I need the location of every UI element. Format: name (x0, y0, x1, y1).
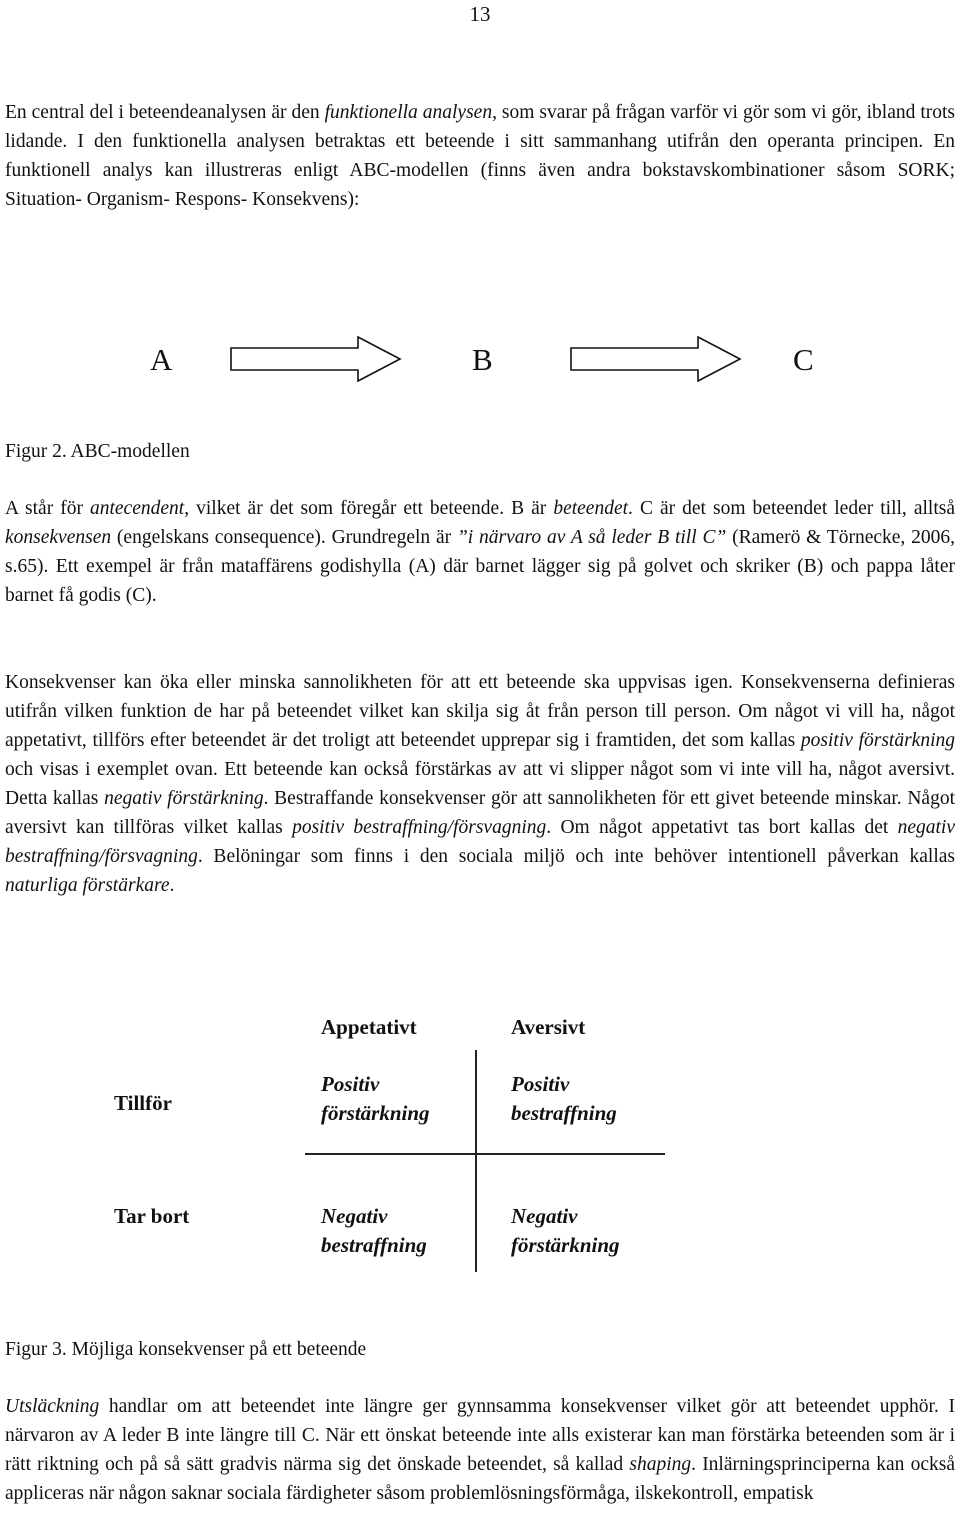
paragraph-functional-analysis (5, 98, 955, 214)
cell-line: Negativ (511, 1204, 578, 1228)
emphasis: Utsläckning (5, 1396, 100, 1417)
figure-3-caption: Figur 3. Möjliga konsekvenser på ett beteende (5, 1339, 367, 1360)
text: och visas i exemplet ovan. Ett beteende kan också förstärkas av att vi slipper något som vi inte vill ha, något aversivt. Detta kallas (5, 759, 955, 809)
text: handlar om att beteendet inte längre ger gynnsamma konsekvenser vilket gör att beteendet upphör. I närvaron av A leder B inte längre till C. När ett önskat beteende inte alls existerar kan man förstärka beteenden som är i rätt riktning och på så sätt gradvis närma sig det önskade beteendet, så kallad (5, 1396, 955, 1475)
text: . Belöningar som finns i den sociala miljö och inte behöver intentionell påverkan kallas (197, 846, 955, 867)
arrow-right-icon (230, 336, 402, 382)
arrow-right-icon (570, 336, 742, 382)
column-header-appetativt: Appetativt (321, 1015, 417, 1039)
cell-line: förstärkning (511, 1233, 620, 1257)
text: . Bestraffande konsekvenser gör att sannolikheten för ett givet beteende minskar. Något aversivt kan tillföras vilket kallas (5, 788, 955, 838)
emphasis: konsekvensen (5, 527, 112, 548)
cell-positiv-bestraffning (511, 1070, 617, 1128)
text: Konsekvenser kan öka eller minska sannolikheten för att ett beteende ska uppvisas igen. Konsekvenserna definieras utifrån vilken funktion de har på beteendet vilket kan skilja sig åt från person till person. Om något vi vill ha, något appetativt, tillförs efter beteendet är det troligt att beteendet upprepar sig i framtiden, det som kallas (5, 672, 955, 751)
emphasis: funktionella analysen (324, 102, 493, 123)
column-header-aversivt: Aversivt (511, 1015, 586, 1039)
cell-negativ-bestraffning (321, 1202, 427, 1260)
cell-negativ-forstarkning (511, 1202, 620, 1260)
emphasis: negativ bestraffning/försvagning (5, 817, 955, 867)
abc-letter-a: A (150, 342, 173, 377)
cell-line: bestraffning (511, 1101, 617, 1125)
abc-letter-b: B (472, 342, 493, 377)
cell-line: förstärkning (321, 1101, 430, 1125)
text: En central del i beteendeanalysen är den (5, 102, 325, 123)
text: A står för (5, 498, 90, 519)
cell-positiv-forstarkning (321, 1070, 430, 1128)
emphasis: antecendent (89, 498, 185, 519)
cell-line: Negativ (321, 1204, 388, 1228)
text: , som svarar på frågan varför vi gör som vi gör, ibland trots lidande. I den funktionella analysen betraktas ett beteende i sitt sammanhang utifrån den operanta principen. En funktionell analys kan illustreras enligt ABC-modellen (finns även andra bokstavskombinationer såsom SORK; Situation- Organism- Respons- Konsekvens): (5, 102, 956, 210)
text: . (169, 875, 175, 896)
emphasis: positiv bestraffning/försvagning (292, 817, 547, 838)
cell-line: bestraffning (321, 1233, 427, 1257)
cell-line: Positiv (511, 1072, 570, 1096)
row-header-tillfor: Tillför (114, 1091, 172, 1115)
text: (engelskans consequence). Grundregeln är (111, 527, 457, 548)
emphasis: negativ förstärkning (104, 788, 264, 809)
emphasis: positiv förstärkning (800, 730, 955, 751)
cell-line: Positiv (321, 1072, 380, 1096)
table-horizontal-divider (305, 1153, 665, 1155)
text: . Om något appetativt tas bort kallas det (546, 817, 898, 838)
paragraph-consequences (5, 668, 955, 900)
text: , vilket är det som föregår ett beteende. B är (184, 498, 554, 519)
text: . Inlärningsprinciperna kan också appliceras när någon saknar sociala färdigheter såsom problemlösningsförmåga, ilskekontroll, empatisk (5, 1454, 955, 1504)
text: (Ramerö & Törnecke, 2006, s.65). Ett exempel är från mataffärens godishylla (A) där barnet lägger sig på golvet och skriker (B) och pappa låter barnet få godis (C). (5, 527, 955, 606)
page-number: 13 (469, 2, 491, 26)
figure-2-caption: Figur 2. ABC-modellen (5, 441, 190, 462)
row-header-tar-bort: Tar bort (114, 1204, 190, 1228)
emphasis: beteendet (553, 498, 629, 519)
text: . C är det som beteendet leder till, alltså (628, 498, 955, 519)
emphasis: ”i närvaro av A så leder B till C” (456, 527, 727, 548)
paragraph-extinction (5, 1392, 955, 1508)
emphasis: naturliga förstärkare (5, 875, 170, 896)
paragraph-abc-explanation (5, 494, 955, 610)
table-vertical-divider (475, 1050, 477, 1272)
emphasis: shaping (629, 1454, 692, 1475)
abc-letter-c: C (793, 342, 814, 377)
